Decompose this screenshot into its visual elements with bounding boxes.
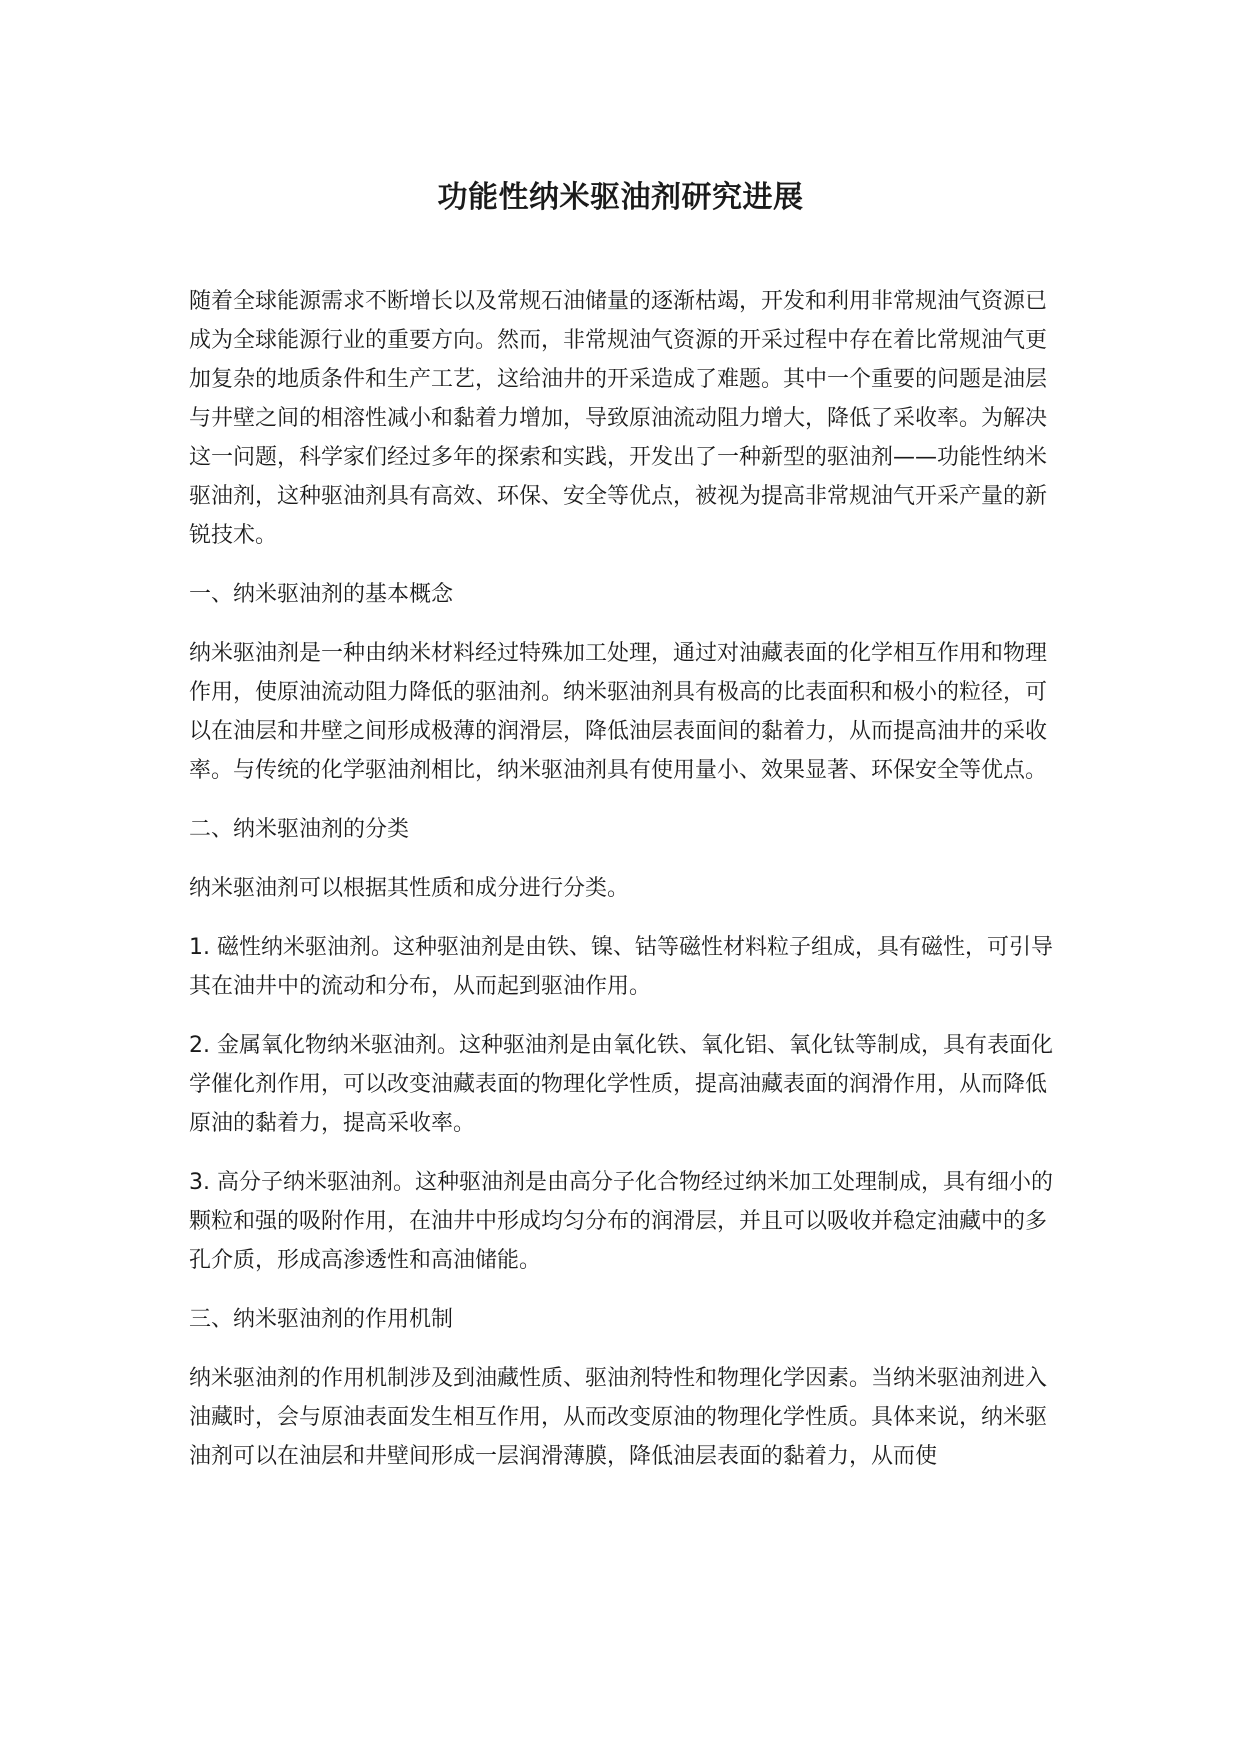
section-heading-basic-concept: 一、纳米驱油剂的基本概念 <box>189 582 454 607</box>
document-title: 功能性纳米驱油剂研究进展 <box>437 180 804 215</box>
intro-paragraph: 随着全球能源需求不断增长以及常规石油储量的逐渐枯竭，开发和利用非常规油气资源已成为全球能源行业的重要方向。然而，非常规油气资源的开采过程中存在着比常规油气更加复杂的地质条件和生产工艺，这给油井的开采造成了难题。其中一个重要的问题是油层与井壁之间的相溶性减小和黏着力增加，导致原油流动阻力增大，降低了采收率。为解决这一问题，科学家们经过多年的探索和实践，开发出了一种新型的驱油剂——功能性纳米驱油剂，这种驱油剂具有高效、环保、安全等优点，被视为提高非常规油气开采产量的新锐技术。 <box>189 289 1048 548</box>
classification-intro-paragraph: 纳米驱油剂可以根据其性质和成分进行分类。 <box>189 876 630 901</box>
mechanism-paragraph: 纳米驱油剂的作用机制涉及到油藏性质、驱油剂特性和物理化学因素。当纳米驱油剂进入油藏时，会与原油表面发生相互作用，从而改变原油的物理化学性质。具体来说，纳米驱油剂可以在油层和井壁间形成一层润滑薄膜，降低油层表面的黏着力，从而使 <box>189 1366 1048 1469</box>
list-item-metal-oxide: 2. 金属氧化物纳米驱油剂。这种驱油剂是由氧化铁、氧化铝、氧化钛等制成，具有表面化学催化剂作用，可以改变油藏表面的物理化学性质，提高油藏表面的润滑作用，从而降低原油的黏着力，提高采收率。 <box>189 1033 1053 1136</box>
list-item-polymer: 3. 高分子纳米驱油剂。这种驱油剂是由高分子化合物经过纳米加工处理制成，具有细小的颗粒和强的吸附作用，在油井中形成均匀分布的润滑层，并且可以吸收并稳定油藏中的多孔介质，形成高渗透性和高油储能。 <box>189 1170 1053 1273</box>
section-heading-classification: 二、纳米驱油剂的分类 <box>189 817 410 842</box>
list-item-magnetic: 1. 磁性纳米驱油剂。这种驱油剂是由铁、镍、钴等磁性材料粒子组成，具有磁性，可引导其在油井中的流动和分布，从而起到驱油作用。 <box>189 935 1053 999</box>
document-body <box>189 282 1054 1496</box>
section-heading-mechanism: 三、纳米驱油剂的作用机制 <box>189 1307 454 1332</box>
basic-concept-paragraph: 纳米驱油剂是一种由纳米材料经过特殊加工处理，通过对油藏表面的化学相互作用和物理作用，使原油流动阻力降低的驱油剂。纳米驱油剂具有极高的比表面积和极小的粒径，可以在油层和井壁之间形成极薄的润滑层，降低油层表面间的黏着力，从而提高油井的采收率。与传统的化学驱油剂相比，纳米驱油剂具有使用量小、效果显著、环保安全等优点。 <box>189 641 1048 783</box>
